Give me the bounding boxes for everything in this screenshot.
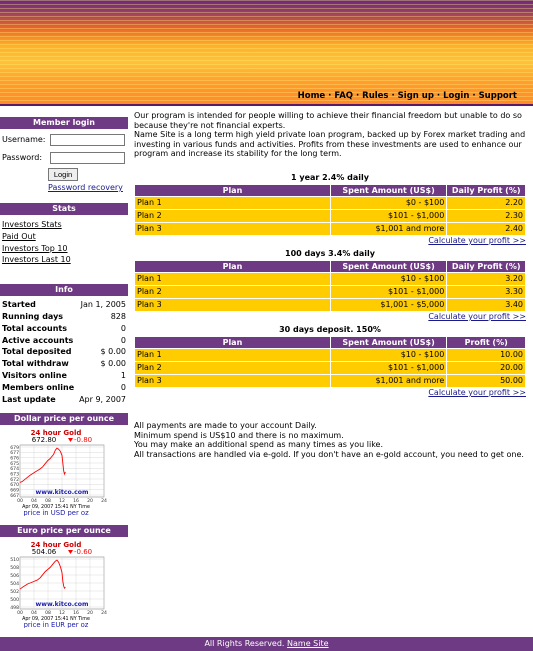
table-cell: 3.30 <box>447 286 525 298</box>
info-row <box>0 346 128 358</box>
plan-table <box>134 260 526 312</box>
y-tick-label: 504 <box>10 582 19 588</box>
y-tick-label: 673 <box>10 472 19 478</box>
paid-out-link[interactable]: Paid Out <box>2 231 36 241</box>
info-key: Active accounts <box>2 335 74 345</box>
y-tick-label: 508 <box>10 566 19 572</box>
chart-price: 504.06 <box>31 548 57 557</box>
table-row <box>135 349 525 361</box>
table-cell: 10.00 <box>447 349 525 361</box>
table-cell: 2.30 <box>447 210 525 222</box>
chart-caption: price in USD per oz <box>23 509 89 517</box>
investors-stats-link[interactable]: Investors Stats <box>2 220 62 229</box>
plan-table <box>134 184 526 236</box>
eur-gold-chart-svg <box>4 540 108 628</box>
table-header-row <box>135 185 525 196</box>
eur-chart-title: Euro price per ounce <box>0 525 128 537</box>
table-cell: $1,001 - $5,000 <box>331 299 446 311</box>
username-label: Username: <box>2 135 46 144</box>
y-tick-label: 506 <box>10 574 19 580</box>
nav-support[interactable]: Support <box>478 91 517 101</box>
chart-date: Apr 09, 2007 15:41 NY Time <box>22 505 90 511</box>
y-tick-label: 498 <box>10 606 19 612</box>
column-header: Spent Amount (US$) <box>331 261 446 272</box>
y-tick-label: 669 <box>10 488 19 494</box>
info-value: $ 0.00 <box>100 347 126 357</box>
x-tick-label: 20 <box>87 611 93 617</box>
table-cell: $101 - $1,000 <box>331 286 446 298</box>
info-key: Started <box>2 300 36 310</box>
table-cell: $0 - $100 <box>331 197 446 209</box>
info-key: Total withdraw <box>2 359 69 369</box>
nav-separator: · <box>353 91 363 101</box>
info-value: Jan 1, 2005 <box>80 300 126 310</box>
info-value: 828 <box>110 311 126 321</box>
header-divider <box>0 104 533 106</box>
table-cell: Plan 2 <box>135 362 330 374</box>
investors-top10-link[interactable]: Investors Top 10 <box>2 243 68 253</box>
footer <box>0 637 533 651</box>
password-row <box>0 150 128 165</box>
info-key: Members online <box>2 382 75 392</box>
y-tick-label: 674 <box>10 467 19 473</box>
password-input[interactable] <box>50 152 125 164</box>
x-tick-label: 12 <box>59 499 65 505</box>
table-cell: 2.40 <box>447 223 525 235</box>
table-row <box>135 210 525 222</box>
x-tick-label: 00 <box>17 611 23 617</box>
nav-separator: · <box>469 91 479 101</box>
chart-caption: price in EUR per oz <box>23 621 89 629</box>
column-header: Spent Amount (US$) <box>331 337 446 348</box>
footer-text: All Rights Reserved. <box>204 639 288 648</box>
stats-title: Stats <box>0 203 128 215</box>
info-key: Total deposited <box>2 347 72 357</box>
x-tick-label: 24 <box>101 499 107 505</box>
y-tick-label: 667 <box>10 494 19 500</box>
x-tick-label: 16 <box>73 499 79 505</box>
y-tick-label: 672 <box>10 478 19 484</box>
info-key: Visitors online <box>2 370 67 380</box>
chart-price: 672.80 <box>31 436 57 445</box>
table-cell: 20.00 <box>447 362 525 374</box>
info-row <box>0 394 128 406</box>
chart-header: 24 hour Gold <box>30 429 82 438</box>
table-cell: Plan 1 <box>135 197 330 209</box>
plans-section <box>134 173 526 398</box>
info-value: 0 <box>120 323 126 333</box>
table-cell: 50.00 <box>447 375 525 387</box>
nav-faq[interactable]: FAQ <box>334 91 353 101</box>
x-tick-label: 20 <box>87 499 93 505</box>
column-header: Daily Profit (%) <box>447 261 525 272</box>
info-value: 1 <box>120 370 126 380</box>
nav-separator: · <box>388 91 398 101</box>
table-row <box>135 286 525 298</box>
plan-title: 100 days 3.4% daily <box>285 248 375 258</box>
table-cell: $10 - $100 <box>331 273 446 285</box>
y-tick-label: 510 <box>10 558 19 564</box>
investors-last10-link[interactable]: Investors Last 10 <box>2 255 71 265</box>
y-tick-label: 679 <box>10 446 19 452</box>
table-cell: Plan 1 <box>135 273 330 285</box>
table-row <box>135 223 525 235</box>
info-row <box>0 382 128 394</box>
table-row <box>135 362 525 374</box>
y-tick-label: 677 <box>10 451 19 457</box>
table-cell: Plan 3 <box>135 223 330 235</box>
info-value: $ 0.00 <box>100 359 126 369</box>
table-header-row <box>135 337 525 348</box>
column-header: Plan <box>135 261 330 272</box>
password-label: Password: <box>2 153 43 162</box>
info-row <box>0 370 128 382</box>
chart-change: -0.80 <box>74 436 93 445</box>
y-tick-label: 676 <box>10 456 19 462</box>
plan-table <box>134 336 526 388</box>
note-line: You may make an additional spend as many times as you like. <box>134 440 384 450</box>
top-nav <box>298 91 517 101</box>
table-cell: $1,001 and more <box>331 375 446 387</box>
column-header: Daily Profit (%) <box>447 185 525 196</box>
nav-separator: · <box>433 91 444 101</box>
info-key: Total accounts <box>2 323 67 333</box>
eur-gold-chart <box>4 540 108 628</box>
nav-home[interactable]: Home <box>297 91 326 101</box>
header-banner <box>0 0 533 104</box>
table-row <box>135 197 525 209</box>
column-header: Profit (%) <box>447 337 525 348</box>
usd-chart-title: Dollar price per ounce <box>0 413 128 425</box>
table-cell: 3.20 <box>447 273 525 285</box>
chart-change: -0.60 <box>74 548 93 557</box>
x-tick-label: 08 <box>45 499 51 505</box>
footer-site-link[interactable]: Name Site <box>287 639 329 648</box>
y-tick-label: 670 <box>10 483 19 489</box>
username-row <box>0 132 128 147</box>
info-value: 0 <box>120 335 126 345</box>
main-content <box>134 111 526 459</box>
table-row <box>135 299 525 311</box>
table-cell: $101 - $1,000 <box>331 362 446 374</box>
column-header: Spent Amount (US$) <box>331 185 446 196</box>
info-row <box>0 323 128 335</box>
chart-date: Apr 09, 2007 15:41 NY Time <box>22 617 90 623</box>
info-value: Apr 9, 2007 <box>79 394 126 404</box>
note-line: Minimum spend is US$10 and there is no maximum. <box>134 430 344 440</box>
column-header: Plan <box>135 185 330 196</box>
table-cell: Plan 2 <box>135 210 330 222</box>
calculate-profit-link[interactable]: Calculate your profit >> <box>428 235 526 245</box>
intro-paragraph-2: Name Site is a long term high yield private loan program, backed up by Forex market trading and investing in various funds and activities. Profits from these investments are used to enhance our program and increase its stability for the long term. <box>134 130 526 159</box>
y-tick-label: 502 <box>10 590 19 596</box>
info-row <box>0 358 128 370</box>
table-cell: Plan 3 <box>135 299 330 311</box>
calculate-profit-link[interactable]: Calculate your profit >> <box>428 311 526 321</box>
nav-login[interactable]: Login <box>443 91 470 101</box>
y-tick-label: 675 <box>10 462 19 468</box>
nav-rules[interactable]: Rules <box>362 91 389 101</box>
nav-sign-up[interactable]: Sign up <box>397 91 434 101</box>
usd-gold-chart-svg <box>4 428 108 516</box>
x-tick-label: 04 <box>31 499 37 505</box>
password-recovery-link[interactable]: Password recovery <box>48 183 123 192</box>
x-tick-label: 24 <box>101 611 107 617</box>
sidebar <box>0 117 128 628</box>
intro-text <box>134 111 526 159</box>
nav-separator: · <box>325 91 335 101</box>
info-row <box>0 335 128 347</box>
x-tick-label: 08 <box>45 611 51 617</box>
info-table <box>0 299 128 405</box>
table-cell: Plan 3 <box>135 375 330 387</box>
chart-site-label: www.kitco.com <box>35 601 89 609</box>
intro-paragraph-1: Our program is intended for people willing to achieve their financial freedom but unable to do so because they're not financial experts. <box>134 111 522 130</box>
table-cell: $1,001 and more <box>331 223 446 235</box>
x-tick-label: 00 <box>17 499 23 505</box>
table-cell: $10 - $100 <box>331 349 446 361</box>
login-button[interactable]: Login <box>48 168 78 181</box>
note-line: All payments are made to your account Daily. <box>134 420 317 430</box>
note-line: All transactions are handled via e-gold. If you don't have an e-gold account, you need to get one. <box>134 449 524 459</box>
info-key: Running days <box>2 311 64 321</box>
plan-title: 30 days deposit. 150% <box>279 324 381 334</box>
username-input[interactable] <box>50 134 125 146</box>
info-row <box>0 311 128 323</box>
table-cell: $101 - $1,000 <box>331 210 446 222</box>
usd-gold-chart <box>4 428 108 516</box>
info-row <box>0 299 128 311</box>
info-key: Last update <box>2 394 56 404</box>
info-value: 0 <box>120 382 126 392</box>
table-cell: Plan 2 <box>135 286 330 298</box>
table-header-row <box>135 261 525 272</box>
plan-title: 1 year 2.4% daily <box>291 172 369 182</box>
y-tick-label: 500 <box>10 598 19 604</box>
column-header: Plan <box>135 337 330 348</box>
payment-notes <box>134 421 526 459</box>
table-cell: 3.40 <box>447 299 525 311</box>
info-title: Info <box>0 284 128 296</box>
stats-links <box>0 219 128 266</box>
table-row <box>135 273 525 285</box>
member-login-title: Member login <box>0 117 128 129</box>
calculate-profit-link[interactable]: Calculate your profit >> <box>428 387 526 397</box>
chart-site-label: www.kitco.com <box>35 489 89 497</box>
x-tick-label: 16 <box>73 611 79 617</box>
table-cell: 2.20 <box>447 197 525 209</box>
table-row <box>135 375 525 387</box>
x-tick-label: 04 <box>31 611 37 617</box>
x-tick-label: 12 <box>59 611 65 617</box>
table-cell: Plan 1 <box>135 349 330 361</box>
chart-header: 24 hour Gold <box>30 541 82 550</box>
